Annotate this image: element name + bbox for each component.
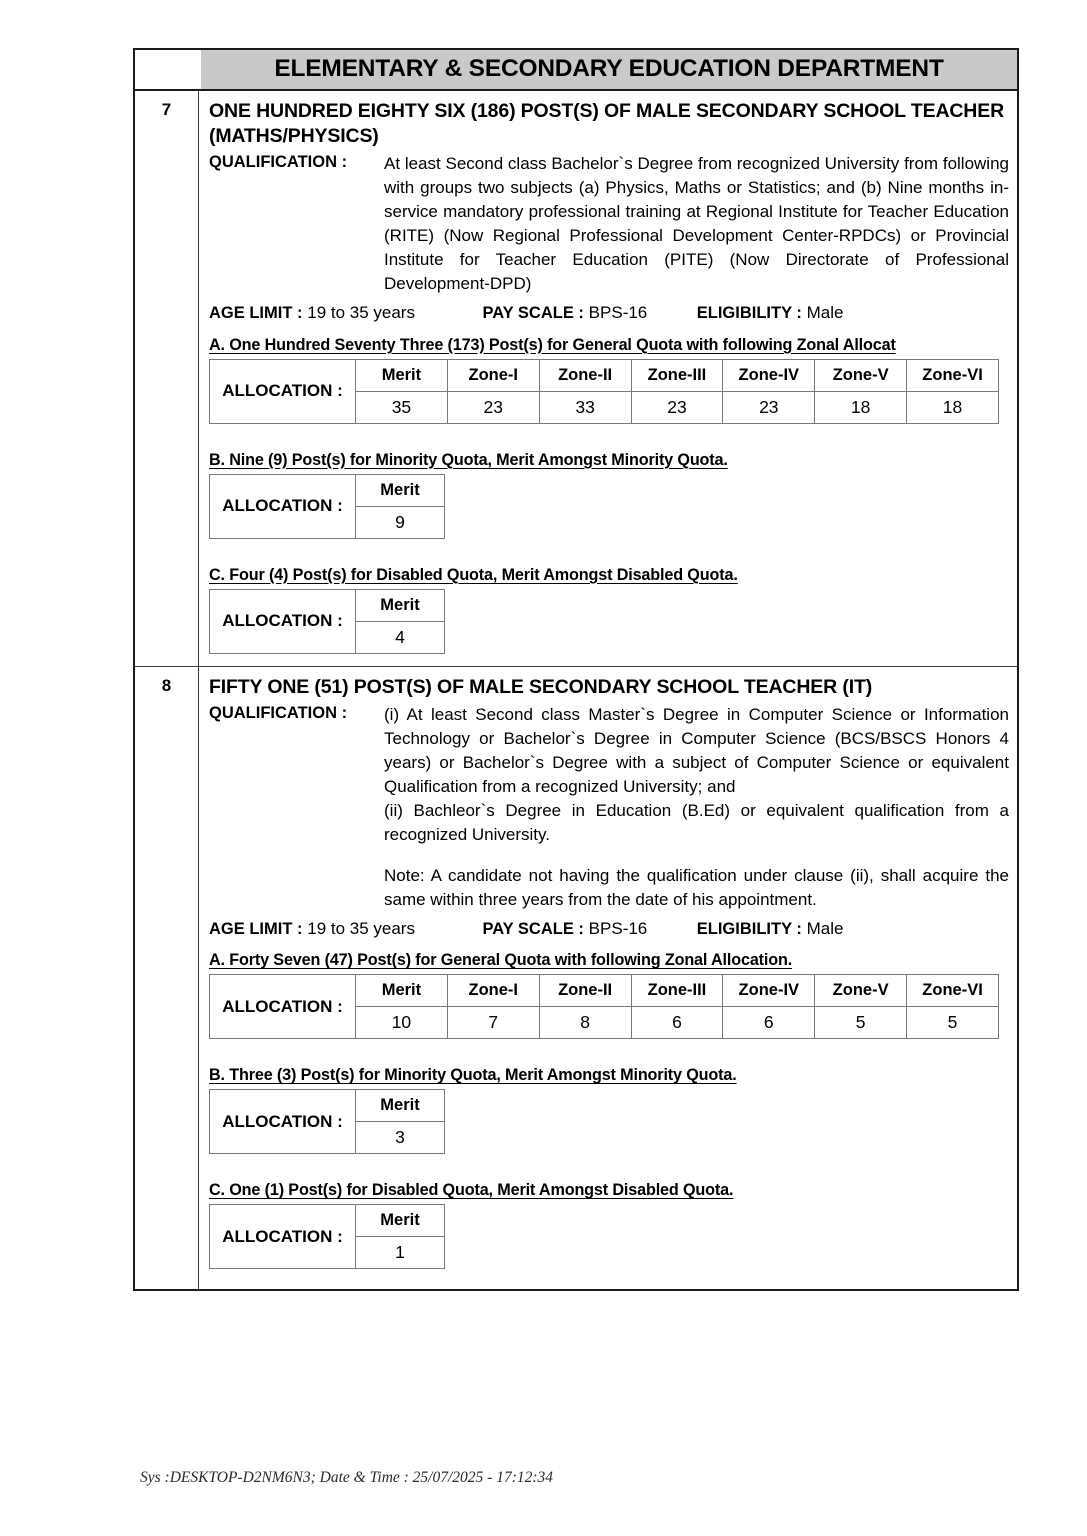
quota-heading: A. One Hundred Seventy Three (173) Post(s) for General Quota with following Zonal Allocat xyxy=(209,335,896,354)
column-header: Merit xyxy=(356,1090,445,1122)
quota-heading: B. Three (3) Post(s) for Minority Quota, Merit Amongst Minority Quota. xyxy=(209,1066,737,1085)
qualification-note: Note: A candidate not having the qualification under clause (ii), shall acquire the same within three years from the date of his appointment. xyxy=(384,865,1009,909)
allocation-table xyxy=(209,474,445,539)
allocation-value: 18 xyxy=(907,391,999,423)
allocation-value: 6 xyxy=(723,1007,815,1039)
allocation-value: 7 xyxy=(447,1007,539,1039)
posts-table xyxy=(133,91,1019,1291)
allocation-label: ALLOCATION : xyxy=(210,975,356,1039)
department-title: ELEMENTARY & SECONDARY EDUCATION DEPARTMENT xyxy=(201,50,1017,89)
allocation-value: 23 xyxy=(723,391,815,423)
qualification-paragraph: (ii) Bachleor`s Degree in Education (B.Ed) or equivalent qualification from a recognized University. xyxy=(384,800,1009,844)
allocation-value: 23 xyxy=(631,391,723,423)
quota-heading: C. One (1) Post(s) for Disabled Quota, Merit Amongst Disabled Quota. xyxy=(209,1181,734,1200)
column-header: Merit xyxy=(356,1205,445,1237)
allocation-value: 9 xyxy=(356,506,445,538)
pay-scale-value: BPS-16 xyxy=(588,303,648,323)
post-title: ONE HUNDRED EIGHTY SIX (186) POST(S) OF MALE SECONDARY SCHOOL TEACHER (MATHS/PHYSICS) xyxy=(209,99,1005,148)
allocation-table xyxy=(209,589,445,654)
allocation-label: ALLOCATION : xyxy=(210,474,356,538)
eligibility-value: Male xyxy=(806,918,844,938)
pay-scale-value: BPS-16 xyxy=(588,918,648,938)
eligibility-value: Male xyxy=(806,303,844,323)
allocation-table xyxy=(209,359,999,424)
allocation-value: 5 xyxy=(815,1007,907,1039)
pay-scale-label: PAY SCALE : xyxy=(482,919,584,938)
department-header-row xyxy=(133,48,1019,91)
table-header-row xyxy=(210,975,999,1007)
table-header-row xyxy=(210,359,999,391)
column-header: Zone-I xyxy=(447,359,539,391)
column-header: Zone-III xyxy=(631,359,723,391)
post-row xyxy=(135,91,1017,666)
allocation-label: ALLOCATION : xyxy=(210,359,356,423)
column-header: Merit xyxy=(356,589,445,621)
column-header: Zone-IV xyxy=(723,359,815,391)
eligibility-label: ELIGIBILITY : xyxy=(696,919,802,938)
column-header: Zone-VI xyxy=(907,359,999,391)
allocation-value: 4 xyxy=(356,621,445,653)
post-title: FIFTY ONE (51) POST(S) OF MALE SECONDARY SCHOOL TEACHER (IT) xyxy=(209,675,873,698)
post-meta-line xyxy=(209,302,1009,324)
table-header-row xyxy=(210,589,445,621)
column-header: Zone-III xyxy=(631,975,723,1007)
column-header: Zone-VI xyxy=(907,975,999,1007)
allocation-table xyxy=(209,1089,445,1154)
column-header: Merit xyxy=(356,975,448,1007)
qualification-label: QUALIFICATION : xyxy=(209,704,348,722)
quota-heading: A. Forty Seven (47) Post(s) for General Quota with following Zonal Allocation. xyxy=(209,951,793,970)
allocation-value: 33 xyxy=(539,391,631,423)
eligibility-label: ELIGIBILITY : xyxy=(696,304,802,323)
column-header: Zone-II xyxy=(539,359,631,391)
post-serial-number: 8 xyxy=(135,667,199,1290)
document-frame xyxy=(133,48,1019,1291)
qualification-block xyxy=(209,703,1009,912)
qualification-paragraph: (i) At least Second class Master`s Degree in Computer Science or Information Technology or Bachelor`s Degree in Computer Science (BCS/BSCS Honors 4 years) or Bachelor`s Degree with a subject of Computer Science or equivalent Qualification from a recognized University; and xyxy=(384,705,1009,796)
post-serial-number: 7 xyxy=(135,91,199,666)
age-limit-value: 19 to 35 years xyxy=(307,918,415,938)
table-header-row xyxy=(210,1090,445,1122)
allocation-value: 8 xyxy=(539,1007,631,1039)
post-meta-line xyxy=(209,918,1009,940)
column-header: Zone-V xyxy=(815,359,907,391)
qualification-text xyxy=(384,703,1009,912)
post-content xyxy=(199,91,1017,666)
allocation-label: ALLOCATION : xyxy=(210,1090,356,1154)
allocation-value: 5 xyxy=(907,1007,999,1039)
qualification-label: QUALIFICATION : xyxy=(209,153,348,172)
allocation-value: 23 xyxy=(447,391,539,423)
post-row xyxy=(135,666,1017,1290)
pay-scale-label: PAY SCALE : xyxy=(482,304,584,323)
allocation-value: 35 xyxy=(356,391,448,423)
age-limit-label: AGE LIMIT : xyxy=(209,304,303,323)
post-content xyxy=(199,667,1017,1290)
allocation-value: 10 xyxy=(356,1007,448,1039)
allocation-value: 1 xyxy=(356,1237,445,1269)
column-header: Zone-V xyxy=(815,975,907,1007)
allocation-label: ALLOCATION : xyxy=(210,1205,356,1269)
allocation-value: 3 xyxy=(356,1122,445,1154)
table-header-row xyxy=(210,1205,445,1237)
allocation-label: ALLOCATION : xyxy=(210,589,356,653)
allocation-value: 18 xyxy=(815,391,907,423)
table-header-row xyxy=(210,474,445,506)
allocation-table xyxy=(209,1204,445,1269)
age-limit-value: 19 to 35 years xyxy=(307,303,415,323)
column-header: Zone-II xyxy=(539,975,631,1007)
qualification-paragraph: At least Second class Bachelor`s Degree from recognized University from following with groups two subjects (a) Physics, Maths or Statistics; and (b) Nine months in-service mandatory professional training at Regional Institute for Teacher Education (RITE) (Now Regional Professional Development Center-RPDCs) or Provincial Institute for Teacher Education (PITE) (Now Directorate of Professional Development-DPD) xyxy=(384,154,1009,294)
column-header: Zone-IV xyxy=(723,975,815,1007)
qualification-text xyxy=(384,152,1009,296)
column-header: Merit xyxy=(356,359,448,391)
allocation-table xyxy=(209,974,999,1039)
age-limit-label: AGE LIMIT : xyxy=(209,919,303,938)
quota-heading: B. Nine (9) Post(s) for Minority Quota, Merit Amongst Minority Quota. xyxy=(209,450,728,469)
column-header: Zone-I xyxy=(447,975,539,1007)
quota-heading: C. Four (4) Post(s) for Disabled Quota, Merit Amongst Disabled Quota. xyxy=(209,565,738,584)
column-header: Merit xyxy=(356,474,445,506)
allocation-value: 6 xyxy=(631,1007,723,1039)
qualification-block xyxy=(209,152,1009,296)
footer-system-info: Sys :DESKTOP-D2NM6N3; Date & Time : 25/07/2025 - 17:12:34 xyxy=(140,1469,554,1486)
department-header-spacer xyxy=(135,50,201,89)
